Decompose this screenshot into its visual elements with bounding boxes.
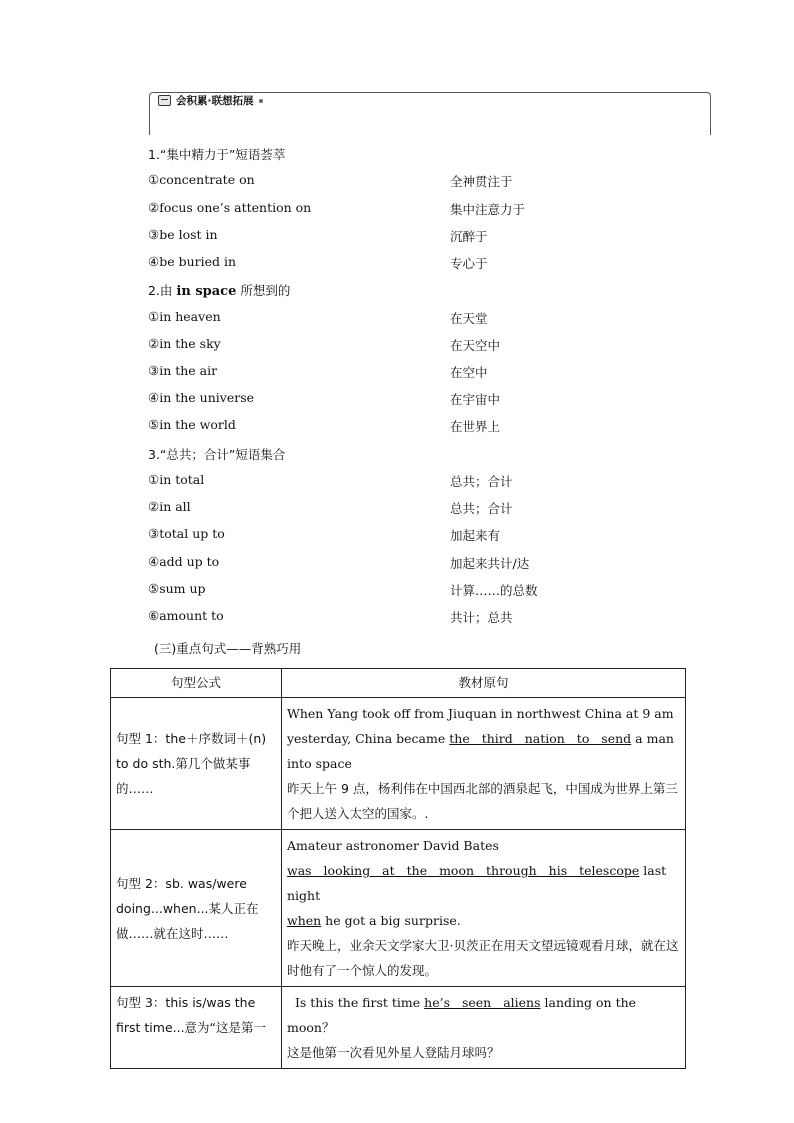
answer-blank: when	[287, 913, 322, 928]
phrase-row: ⑤sum up 计算……的总数	[148, 581, 538, 598]
table-header: 教材原句	[282, 669, 686, 698]
dot-icon	[259, 99, 263, 103]
table-header: 句型公式	[111, 669, 282, 698]
formula-cell: 句型 1：the＋序数词＋(n) to do sth.第几个做某事的……	[111, 698, 282, 830]
section-header	[156, 93, 269, 108]
section-header-label: 会积累·联想拓展	[176, 95, 254, 107]
phrase-row: ③total up to 加起来有	[148, 526, 501, 543]
section1-title: 1.“集中精力于”短语荟萃	[148, 147, 286, 162]
answer-blank: he’s seen aliens	[424, 995, 541, 1010]
sentence-pattern-table	[110, 668, 686, 1069]
phrase-row: ④in the universe 在宇宙中	[148, 390, 501, 407]
phrase-row: ②focus one’s attention on 集中注意力于	[148, 200, 526, 217]
phrase-row: ③be lost in 沉醉于	[148, 227, 488, 244]
sentence-cell: Is this the first time he’s seen aliens landing on the moon？ 这是他第一次看见外星人登陆月球吗？	[282, 987, 686, 1069]
phrase-row: ④add up to 加起来共计/达	[148, 554, 530, 571]
phrase-row: ⑥amount to 共计；总共	[148, 608, 513, 625]
phrase-row: ④be buried in 专心于	[148, 254, 488, 271]
table-header-row	[111, 669, 686, 698]
phrase-row: ⑤in the world 在世界上	[148, 417, 501, 434]
phrase-row: ①concentrate on 全神贯注于	[148, 172, 513, 189]
phrase-row: ②in all 总共；合计	[148, 499, 513, 516]
table-row	[111, 987, 686, 1069]
answer-blank: the third nation to send	[449, 731, 632, 746]
formula-cell: 句型 2：sb. was/were doing...when...某人正在做……就在这时……	[111, 830, 282, 987]
phrase-row: ③in the air 在空中	[148, 363, 488, 380]
section2-title: 2.由 in space 所想到的	[148, 283, 291, 299]
answer-blank: was looking at the moon through his telescope	[287, 863, 640, 878]
sentence-cell: Amateur astronomer David Bates was looking at the moon through his telescope last night when he got a big surprise. 昨天晚上，业余天文学家大卫·贝茨正在用天文望远镜观看月球，就在这时他有了一个惊人的发现。	[282, 830, 686, 987]
formula-cell: 句型 3：this is/was the first time...意为“这是第一	[111, 987, 282, 1069]
phrase-row: ①in heaven 在天堂	[148, 309, 488, 326]
section3-title: 3.“总共；合计”短语集合	[148, 447, 286, 462]
part3-title: (三)重点句式——背熟巧用	[154, 641, 302, 656]
table-row	[111, 698, 686, 830]
phrase-row: ①in total 总共；合计	[148, 472, 513, 489]
table-row	[111, 830, 686, 987]
notebook-icon	[158, 95, 171, 106]
sentence-cell: When Yang took off from Jiuquan in northwest China at 9 am yesterday, China became the third nation to send a man into space 昨天上午 9 点，杨利伟在中国西北部的酒泉起飞，中国成为世界上第三个把人送入太空的国家。.	[282, 698, 686, 830]
phrase-row: ②in the sky 在天空中	[148, 336, 501, 353]
